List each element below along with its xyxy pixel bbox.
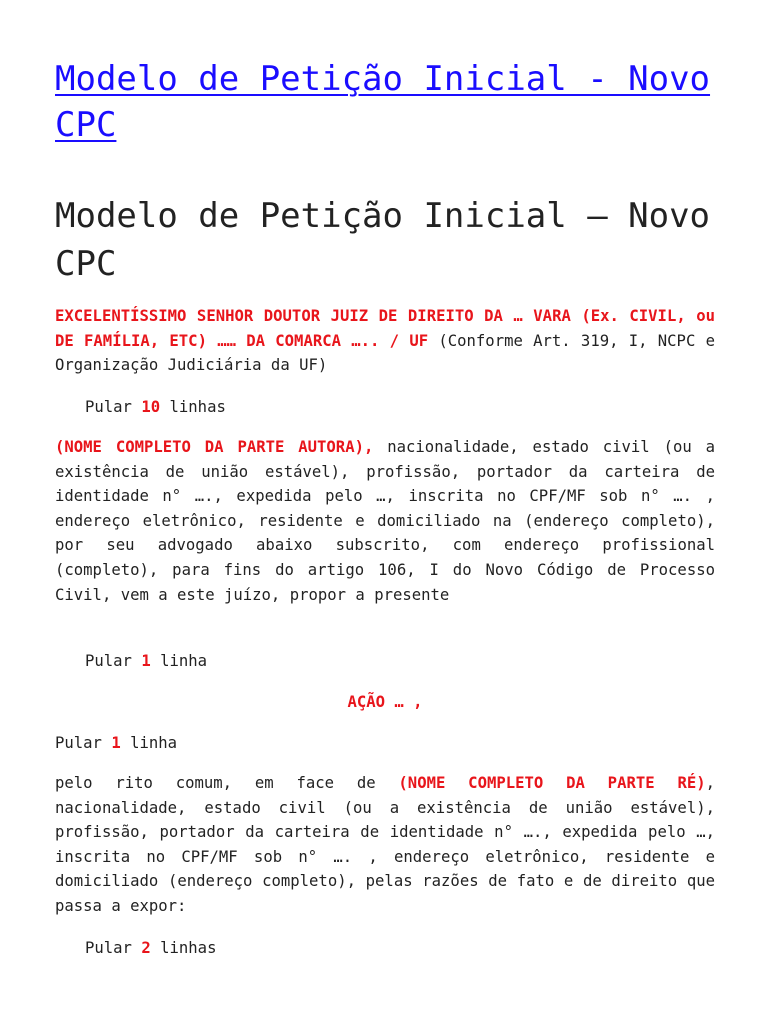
- skip-suffix: linha: [150, 652, 208, 670]
- addressee-highlight: EXCELENTÍSSIMO SENHOR DOUTOR JUIZ DE DIREITO DA … VARA (Ex. CIVIL, ou DE FAMÍLIA, ETC) …… DA COMARCA ….. / UF: [55, 307, 715, 350]
- skip-line-instruction: [85, 649, 745, 674]
- title-link[interactable]: Modelo de Petição Inicial - Novo CPC: [55, 59, 711, 145]
- skip-lines-instruction: [85, 395, 745, 420]
- addressee-paragraph: [55, 304, 715, 378]
- skip-prefix: Pular: [55, 734, 112, 752]
- skip-lines-instruction: [85, 936, 745, 961]
- defendant-intro: pelo rito comum, em face de: [55, 774, 399, 792]
- skip-suffix: linhas: [160, 398, 226, 416]
- document-heading: Modelo de Petição Inicial – Novo CPC: [55, 196, 711, 284]
- defendant-name-placeholder: (NOME COMPLETO DA PARTE RÉ): [398, 774, 706, 792]
- skip-count: 1: [111, 734, 121, 752]
- skip-prefix: Pular: [85, 939, 142, 957]
- author-name-placeholder: (NOME COMPLETO DA PARTE AUTORA),: [55, 438, 374, 456]
- skip-line-instruction: [55, 731, 715, 756]
- skip-suffix: linhas: [150, 939, 217, 957]
- skip-prefix: Pular: [85, 652, 142, 670]
- author-paragraph: [55, 435, 715, 607]
- defendant-paragraph: [55, 771, 715, 919]
- action-title: AÇÃO … ,: [347, 693, 423, 711]
- skip-count: 2: [141, 939, 151, 957]
- defendant-details: , nacionalidade, estado civil (ou a existência de união estável), profissão, portador da carteira de identidade n° …., expedida pelo …, inscrita no CPF/MF sob n° …. , endereço eletrônico, residente e domiciliado (endereço completo), pelas razões de fato e de direito que passa a expor:: [55, 774, 715, 915]
- skip-suffix: linha: [120, 734, 178, 752]
- skip-prefix: Pular: [85, 398, 142, 416]
- skip-count: 10: [141, 398, 161, 416]
- addressee-rest: (Conforme Art. 319, I, NCPC e Organização Judiciária da UF): [55, 331, 715, 375]
- skip-count: 1: [141, 652, 151, 670]
- author-details: nacionalidade, estado civil (ou a existência de união estável), profissão, portador da carteira de identidade n° …., expedida pelo …, inscrita no CPF/MF sob n° …. , endereço eletrônico, residente e domiciliado na (endereço completo), por seu advogado abaixo subscrito, com endereço profissional (completo), para fins do artigo 106, I do Novo Código de Processo Civil, vem a este juízo, propor a presente: [55, 438, 715, 604]
